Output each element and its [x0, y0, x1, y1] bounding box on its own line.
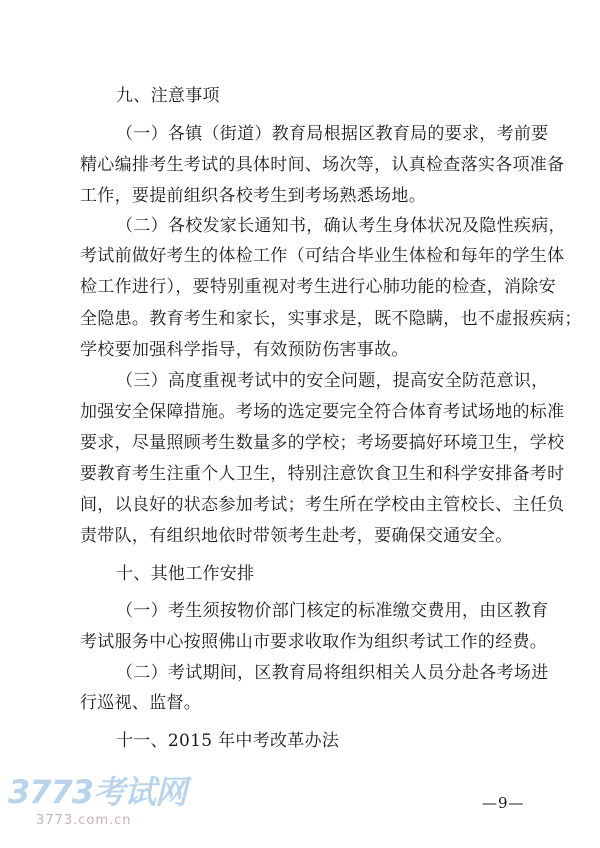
paragraph-9-1-line-1: （一）各镇（街道）教育局根据区教育局的要求，考前要 — [116, 124, 549, 144]
paragraph-9-2-line-5: 学校要加强科学指导，有效预防伤害事故。 — [80, 340, 409, 360]
paragraph-9-3-line-1: （三）高度重视考试中的安全问题，提高安全防范意识， — [116, 371, 549, 391]
paragraph-10-2-line-1: （二）考试期间，区教育局将组织相关人员分赴各考场进 — [116, 663, 549, 683]
paragraph-10-1-line-2: 考试服务中心按照佛山市要求收取作为组织考试工作的经费。 — [80, 632, 548, 652]
paragraph-9-3-line-6: 责带队，有组织地依时带领考生赴考，要确保交通安全。 — [80, 526, 513, 546]
paragraph-10-1-line-1: （一）考生须按物价部门核定的标准缴交费用，由区教育 — [116, 601, 549, 621]
paragraph-10-2-line-2: 行巡视、监督。 — [80, 693, 202, 713]
section-heading-11: 十一、2015 年中考改革办法 — [116, 731, 340, 751]
paragraph-9-2-line-3: 检工作进行），要特别重视对考生进行心肺功能的检查，消除安 — [80, 277, 556, 297]
paragraph-9-3-line-2: 加强安全保障措施。考场的选定要完全符合体育考试场地的标准 — [80, 402, 565, 422]
paragraph-9-3-line-3: 要求，尽量照顾考生数量多的学校；考场要搞好环境卫生，学校 — [80, 433, 565, 453]
watermark-logo-text: 3773考试网 — [8, 773, 187, 811]
paragraph-9-1-line-3: 工作，要提前组织各校考生到考场熟悉场地。 — [80, 186, 426, 206]
section-heading-10: 十、其他工作安排 — [116, 564, 255, 584]
page-number: —9— — [482, 794, 525, 812]
paragraph-9-1-line-2: 精心编排考生考试的具体时间、场次等，认真检查落实各项准备 — [80, 155, 565, 175]
paragraph-9-2-line-1: （二）各校发家长通知书，确认考生身体状况及隐性疾病， — [116, 216, 566, 236]
paragraph-9-3-line-5: 间，以良好的状态参加考试；考生所在学校由主管校长、主任负 — [80, 495, 565, 515]
paragraph-9-2-line-2: 考试前做好考生的体检工作（可结合毕业生体检和每年的学生体 — [80, 246, 565, 266]
paragraph-9-3-line-4: 要教育考生注重个人卫生，特别注意饮食卫生和科学安排备考时 — [80, 464, 565, 484]
site-watermark — [8, 772, 188, 842]
watermark-url: 3773.com.cn — [36, 813, 132, 828]
section-heading-9: 九、注意事项 — [116, 86, 220, 106]
paragraph-9-2-line-4: 全隐患。教育考生和家长，实事求是，既不隐瞒，也不虚报疾病； — [80, 309, 582, 329]
